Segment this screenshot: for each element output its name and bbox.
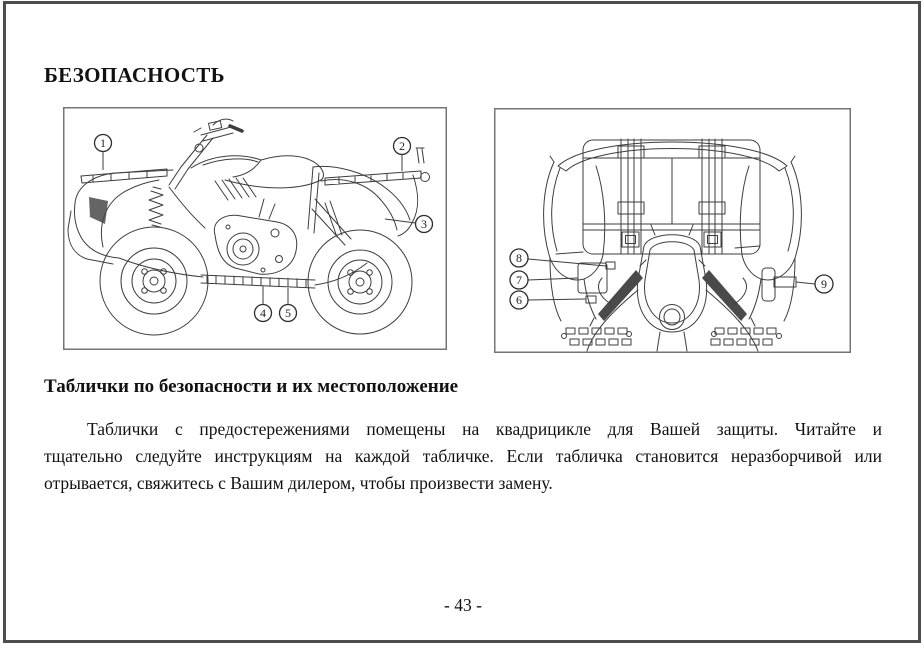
callout-1-label: 1 bbox=[100, 136, 106, 150]
paragraph-line: отрывается, свяжитесь с Вашим дилером, чтобы произвести замену. bbox=[44, 473, 553, 493]
callout-6-label: 6 bbox=[516, 293, 522, 307]
page-number: - 43 - bbox=[444, 595, 482, 615]
page-title: БЕЗОПАСНОСТЬ bbox=[44, 63, 225, 87]
front-rack bbox=[583, 139, 760, 254]
paragraph-line: тщательно следуйте инструкциям на каждой табличке. Если табличка становится неразборчивой или bbox=[44, 446, 882, 466]
center-console bbox=[637, 225, 706, 351]
callout-3-label: 3 bbox=[421, 217, 427, 231]
callout-2-label: 2 bbox=[399, 139, 405, 153]
section-title: Таблички по безопасности и их местоположение bbox=[44, 376, 459, 397]
callout-5-label: 5 bbox=[285, 306, 291, 320]
left-floorboard bbox=[562, 328, 632, 345]
atv-front-view-figure bbox=[494, 108, 851, 353]
engine bbox=[214, 199, 296, 274]
safety-label-plate-7 bbox=[578, 263, 607, 293]
callout-9-label: 9 bbox=[821, 277, 827, 291]
atv-side-view-diagram bbox=[63, 107, 447, 350]
atv-front-view-diagram bbox=[494, 108, 851, 353]
callout-4-label: 4 bbox=[260, 306, 266, 320]
atv-side-body bbox=[68, 119, 430, 335]
rear-wheel bbox=[308, 230, 412, 334]
paragraph-line: Таблички с предостережениями помещены на квадрицикле для Вашей защиты. Читайте и bbox=[87, 419, 882, 439]
atv-side-view-figure bbox=[63, 107, 447, 350]
atv-front-body bbox=[544, 139, 802, 351]
body-paragraph bbox=[44, 416, 882, 497]
front-wheel bbox=[100, 227, 208, 335]
callout-7-label: 7 bbox=[516, 273, 522, 287]
callout-8-label: 8 bbox=[516, 251, 522, 265]
front-view-callouts bbox=[510, 249, 833, 309]
